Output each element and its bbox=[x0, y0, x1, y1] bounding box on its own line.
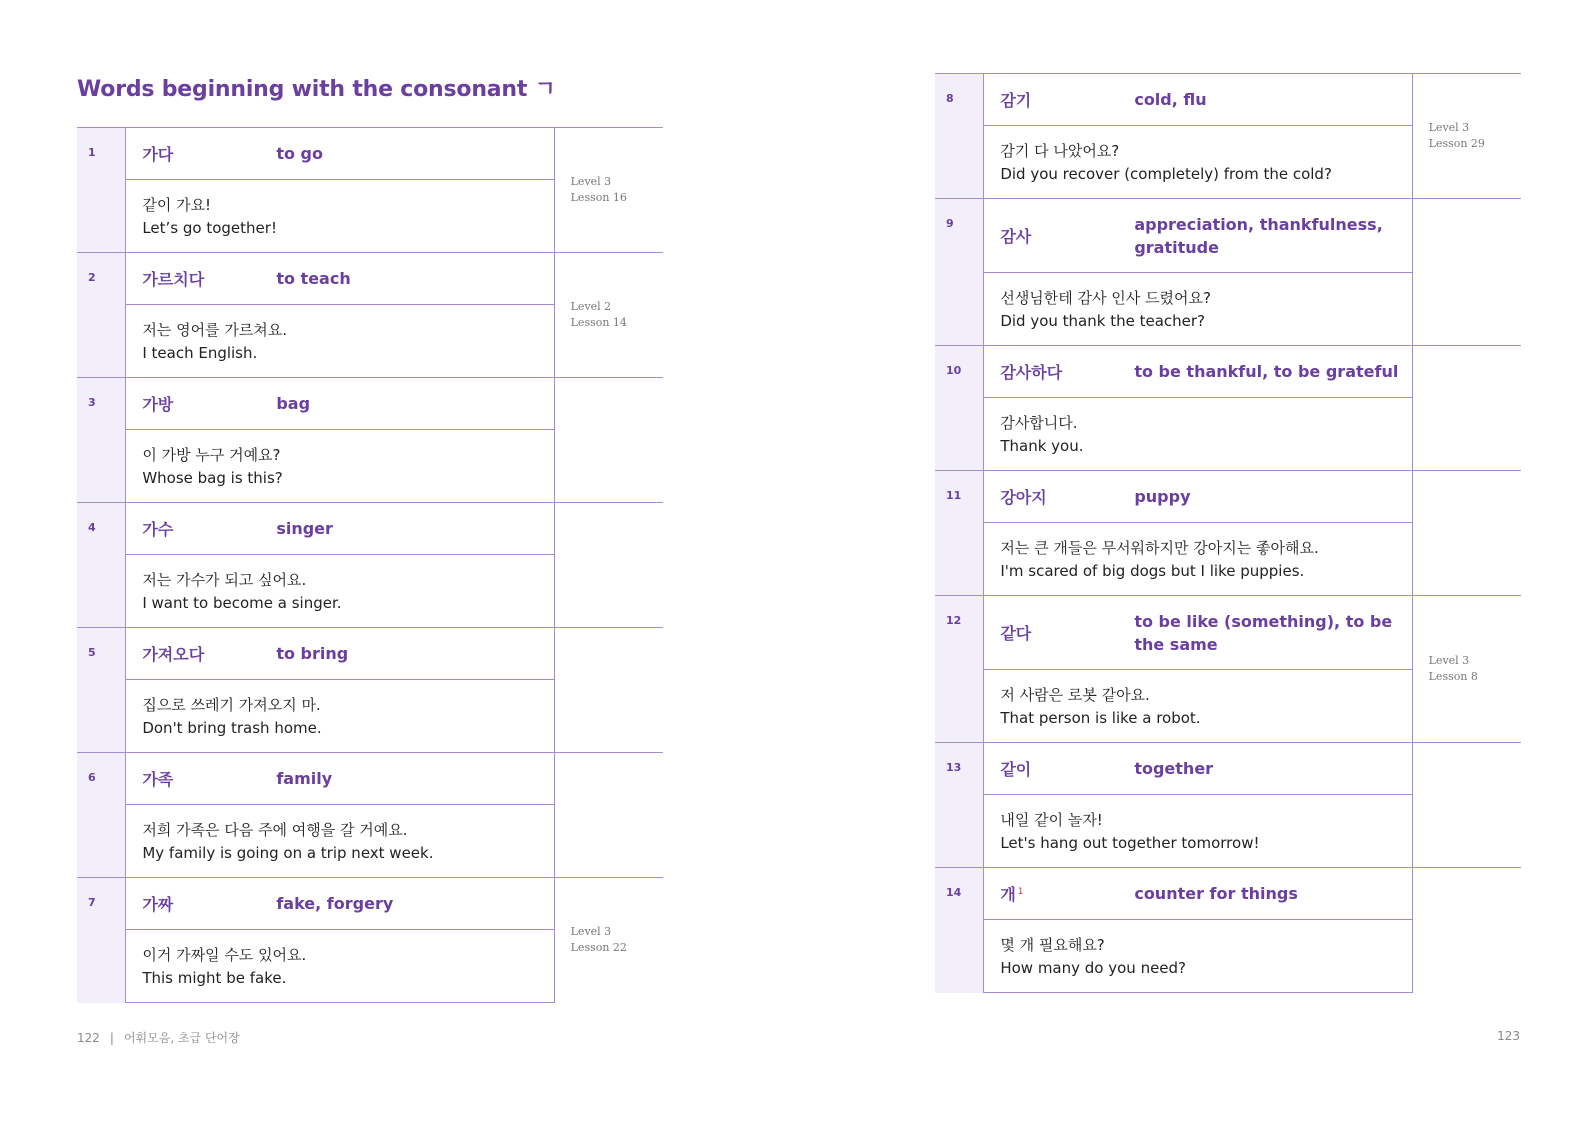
english-meaning: family bbox=[276, 769, 333, 788]
lesson-label: Lesson 29 bbox=[1428, 137, 1485, 150]
page-number-right: 123 bbox=[1497, 1029, 1520, 1043]
vocab-entry bbox=[935, 74, 1521, 126]
example-korean: 선생님한테 감사 인사 드렸어요? bbox=[1000, 289, 1211, 307]
korean-word: 가르치다 bbox=[142, 270, 205, 289]
example-sentence bbox=[984, 670, 1412, 743]
example-korean: 내일 같이 놀자! bbox=[1000, 811, 1103, 829]
entry-number: 13 bbox=[935, 743, 984, 868]
example-korean: 저는 영어를 가르쳐요. bbox=[142, 321, 288, 339]
vocab-entry bbox=[935, 346, 1521, 398]
english-meaning: cold, flu bbox=[1134, 90, 1207, 109]
vocab-entry bbox=[77, 128, 663, 180]
example-english: Let's hang out together tomorrow! bbox=[1000, 834, 1260, 852]
english-meaning: bag bbox=[276, 394, 311, 413]
vocab-entry bbox=[935, 596, 1521, 670]
example-english: How many do you need? bbox=[1000, 959, 1187, 977]
example-english: Don't bring trash home. bbox=[142, 719, 322, 737]
example-korean: 집으로 쓰레기 가져오지 마. bbox=[142, 696, 321, 714]
level-note-empty bbox=[1412, 199, 1521, 346]
level-note bbox=[554, 878, 663, 1003]
level-note bbox=[554, 253, 663, 378]
entry-number: 7 bbox=[77, 878, 126, 1003]
lesson-label: Lesson 14 bbox=[570, 316, 627, 329]
example-sentence bbox=[126, 555, 554, 628]
example-korean: 저희 가족은 다음 주에 여행을 갈 거예요. bbox=[142, 821, 408, 839]
entry-number: 9 bbox=[935, 199, 984, 346]
example-korean: 저 사람은 로봇 같아요. bbox=[1000, 686, 1150, 704]
korean-word: 가수 bbox=[142, 520, 174, 539]
korean-word: 감사하다 bbox=[1000, 363, 1063, 382]
entry-number: 6 bbox=[77, 753, 126, 878]
entry-number: 2 bbox=[77, 253, 126, 378]
korean-word: 감기 bbox=[1000, 91, 1032, 110]
example-sentence bbox=[984, 920, 1412, 993]
example-english: My family is going on a trip next week. bbox=[142, 844, 434, 862]
level-note-empty bbox=[1412, 346, 1521, 471]
example-english: Let’s go together! bbox=[142, 219, 277, 237]
example-english: Whose bag is this? bbox=[142, 469, 283, 487]
example-sentence bbox=[984, 523, 1412, 596]
example-sentence bbox=[984, 795, 1412, 868]
example-english: I'm scared of big dogs but I like puppies. bbox=[1000, 562, 1305, 580]
example-sentence bbox=[126, 305, 554, 378]
page-number-left: 122 bbox=[77, 1031, 100, 1045]
entry-number: 1 bbox=[77, 128, 126, 253]
homonym-superscript: 1 bbox=[1017, 886, 1024, 897]
example-korean: 저는 큰 개들은 무서워하지만 강아지는 좋아해요. bbox=[1000, 539, 1319, 557]
entry-number: 12 bbox=[935, 596, 984, 743]
english-meaning: counter for things bbox=[1134, 884, 1298, 903]
korean-word: 감사 bbox=[1000, 227, 1032, 246]
example-english: I teach English. bbox=[142, 344, 258, 362]
example-korean: 저는 가수가 되고 싶어요. bbox=[142, 571, 307, 589]
entry-number: 8 bbox=[935, 74, 984, 199]
korean-word: 강아지 bbox=[1000, 488, 1047, 507]
korean-word: 같다 bbox=[1000, 624, 1032, 643]
korean-word: 가다 bbox=[142, 145, 174, 164]
english-meaning: to be thankful, to be grateful bbox=[1134, 362, 1399, 381]
vocab-entry bbox=[77, 628, 663, 680]
example-korean: 이거 가짜일 수도 있어요. bbox=[142, 946, 307, 964]
example-sentence bbox=[984, 273, 1412, 346]
level-note bbox=[1412, 74, 1521, 199]
example-english: This might be fake. bbox=[142, 969, 287, 987]
entry-number: 11 bbox=[935, 471, 984, 596]
level-label: Level 3 bbox=[570, 175, 612, 188]
level-note-empty bbox=[554, 503, 663, 628]
level-label: Level 3 bbox=[1428, 654, 1470, 667]
example-sentence bbox=[126, 805, 554, 878]
example-sentence bbox=[984, 126, 1412, 199]
vocab-entry bbox=[77, 753, 663, 805]
example-korean: 같이 가요! bbox=[142, 196, 212, 214]
level-note bbox=[554, 128, 663, 253]
entry-number: 4 bbox=[77, 503, 126, 628]
example-sentence bbox=[984, 398, 1412, 471]
vocab-entry bbox=[935, 868, 1521, 920]
level-note-empty bbox=[1412, 743, 1521, 868]
vocab-entry bbox=[77, 253, 663, 305]
english-meaning: to teach bbox=[276, 269, 351, 288]
lesson-label: Lesson 22 bbox=[570, 941, 627, 955]
example-english: That person is like a robot. bbox=[1000, 709, 1201, 727]
example-sentence bbox=[126, 930, 554, 1003]
section-title: 어휘모음, 초급 단어장 bbox=[123, 1031, 240, 1045]
english-meaning: together bbox=[1134, 759, 1214, 778]
vocab-entry bbox=[77, 878, 663, 930]
vocab-entry bbox=[77, 378, 663, 430]
korean-word: 가족 bbox=[142, 770, 174, 789]
english-meaning: singer bbox=[276, 519, 333, 538]
entry-number: 14 bbox=[935, 868, 984, 993]
vocab-entry bbox=[77, 503, 663, 555]
korean-word: 가짜 bbox=[142, 895, 174, 914]
level-note-empty bbox=[554, 378, 663, 503]
level-note-empty bbox=[1412, 471, 1521, 596]
example-sentence bbox=[126, 430, 554, 503]
footer-left bbox=[77, 1029, 240, 1046]
english-meaning: to bring bbox=[276, 644, 349, 663]
page-title: Words beginning with the consonant ㄱ bbox=[77, 77, 556, 102]
level-note bbox=[1412, 596, 1521, 743]
example-sentence bbox=[126, 180, 554, 253]
level-label: Level 2 bbox=[570, 300, 612, 313]
example-english: Thank you. bbox=[1000, 437, 1084, 455]
vocab-table-left bbox=[77, 127, 663, 1003]
korean-word: 가방 bbox=[142, 395, 174, 414]
korean-word: 같이 bbox=[1000, 760, 1032, 779]
korean-word: 가져오다 bbox=[142, 645, 205, 664]
example-korean: 감기 다 나았어요? bbox=[1000, 142, 1120, 160]
english-meaning: fake, forgery bbox=[276, 894, 394, 913]
korean-word bbox=[1000, 882, 1134, 905]
vocab-entry bbox=[935, 199, 1521, 273]
entry-number: 5 bbox=[77, 628, 126, 753]
english-meaning: puppy bbox=[1134, 487, 1191, 506]
footer-separator: | bbox=[109, 1031, 114, 1045]
level-label: Level 3 bbox=[1428, 121, 1470, 134]
english-meaning: to be like (something), to be the same bbox=[1134, 611, 1393, 654]
level-note-empty bbox=[554, 628, 663, 753]
english-meaning: appreciation, thankfulness, gratitude bbox=[1134, 214, 1383, 257]
vocab-entry bbox=[935, 743, 1521, 795]
vocab-entry bbox=[935, 471, 1521, 523]
level-label: Level 3 bbox=[570, 925, 612, 939]
entry-number: 10 bbox=[935, 346, 984, 471]
entry-number: 3 bbox=[77, 378, 126, 503]
example-korean: 이 가방 누구 거예요? bbox=[142, 446, 281, 464]
example-korean: 감사합니다. bbox=[1000, 414, 1078, 432]
korean-word-text: 개 bbox=[1000, 885, 1016, 904]
lesson-label: Lesson 16 bbox=[570, 191, 627, 204]
english-meaning: to go bbox=[276, 144, 323, 163]
example-sentence bbox=[126, 680, 554, 753]
level-note-empty bbox=[1412, 868, 1521, 993]
example-english: Did you recover (completely) from the cold? bbox=[1000, 165, 1332, 183]
vocab-table-right bbox=[935, 73, 1521, 993]
lesson-label: Lesson 8 bbox=[1428, 670, 1478, 683]
example-english: I want to become a singer. bbox=[142, 594, 342, 612]
example-english: Did you thank the teacher? bbox=[1000, 312, 1206, 330]
level-note-empty bbox=[554, 753, 663, 878]
example-korean: 몇 개 필요해요? bbox=[1000, 936, 1105, 954]
